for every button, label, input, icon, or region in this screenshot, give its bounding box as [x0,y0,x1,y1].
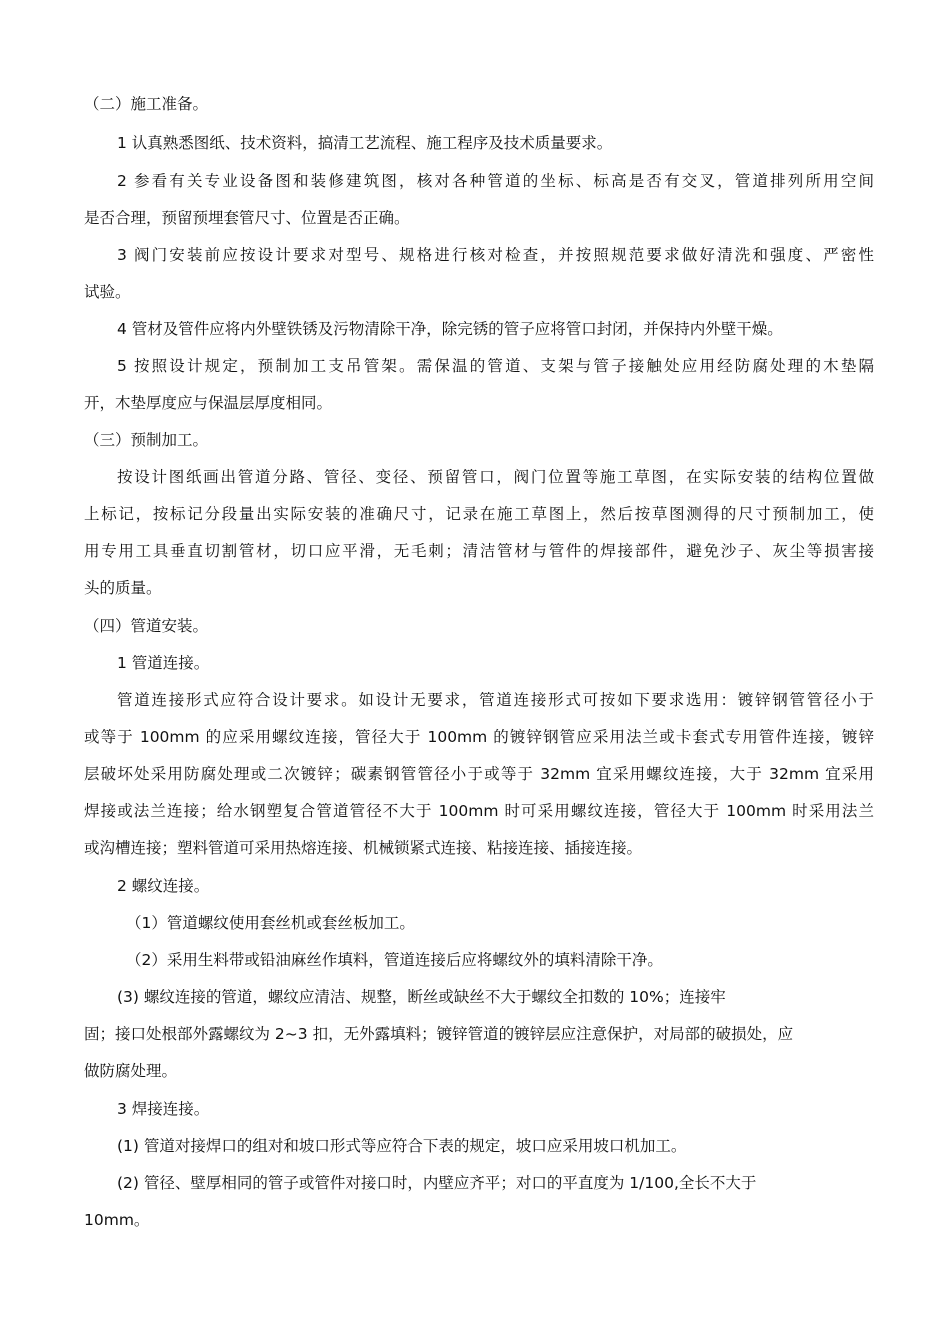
paragraph-line: 1 认真熟悉图纸、技术资料，搞清工艺流程、施工程序及技术质量要求。 [117,134,613,152]
list-item: （2）采用生料带或铅油麻丝作填料，管道连接后应将螺纹外的填料清除干净。 [126,951,663,969]
paragraph-line: 试验。 [84,283,131,301]
paragraph-line: 上标记，按标记分段量出实际安装的准确尺寸，记录在施工草图上，然后按草图测得的尺寸预制加工，使 [84,505,874,523]
paragraph-line: 3 阀门安装前应按设计要求对型号、规格进行核对检查，并按照规范要求做好清洗和强度、严密性 [117,246,874,264]
subheading-threaded-connection: 2 螺纹连接。 [117,877,210,895]
paragraph-line: 或等于 100mm 的应采用螺纹连接，管径大于 100mm 的镀锌钢管应采用法兰或卡套式专用管件连接，镀锌 [84,728,874,746]
paragraph-line: 4 管材及管件应将内外壁铁锈及污物清除干净，除完锈的管子应将管口封闭，并保持内外壁干燥。 [117,320,783,338]
paragraph-line: 做防腐处理。 [84,1062,178,1080]
paragraph-line: 固；接口处根部外露螺纹为 2~3 扣，无外露填料；镀锌管道的镀锌层应注意保护，对局部的破损处，应 [84,1025,794,1043]
subheading-welded-connection: 3 焊接连接。 [117,1100,210,1118]
paragraph-line: 头的质量。 [84,579,162,597]
paragraph-line: 开，木垫厚度应与保温层厚度相同。 [84,394,333,412]
section-heading-preparation: （二）施工准备。 [84,95,209,113]
paragraph-line: 按设计图纸画出管道分路、管径、变径、预留管口，阀门位置等施工草图，在实际安装的结构位置做 [117,468,874,486]
list-item: (1) 管道对接焊口的组对和坡口形式等应符合下表的规定，坡口应采用坡口机加工。 [117,1137,687,1155]
paragraph-line: 层破坏处采用防腐处理或二次镀锌；碳素钢管管径小于或等于 32mm 宜采用螺纹连接，大于 32mm 宜采用 [84,765,874,783]
list-item: (2) 管径、壁厚相同的管子或管件对接口时，内壁应齐平；对口的平直度为 1/100,全长不大于 [117,1174,757,1192]
list-item: (3) 螺纹连接的管道，螺纹应清洁、规整，断丝或缺丝不大于螺纹全扣数的 10%；连接牢 [117,988,726,1006]
paragraph-line: 管道连接形式应符合设计要求。如设计无要求，管道连接形式可按如下要求选用：镀锌钢管管径小于 [117,691,874,709]
paragraph-line: 5 按照设计规定，预制加工支吊管架。需保温的管道、支架与管子接触处应用经防腐处理的木垫隔 [117,357,874,375]
subheading-pipe-connection: 1 管道连接。 [117,654,210,672]
section-heading-installation: （四）管道安装。 [84,617,209,635]
list-item: （1）管道螺纹使用套丝机或套丝板加工。 [126,914,415,932]
paragraph-line: 2 参看有关专业设备图和装修建筑图，核对各种管道的坐标、标高是否有交叉，管道排列所用空间 [117,172,874,190]
paragraph-line: 用专用工具垂直切割管材，切口应平滑，无毛刺；清洁管材与管件的焊接部件，避免沙子、灰尘等损害接 [84,542,874,560]
paragraph-line: 是否合理，预留预埋套管尺寸、位置是否正确。 [84,209,410,227]
paragraph-line: 或沟槽连接；塑料管道可采用热熔连接、机械锁紧式连接、粘接连接、插接连接。 [84,839,643,857]
section-heading-prefabrication: （三）预制加工。 [84,431,209,449]
paragraph-line: 焊接或法兰连接；给水钢塑复合管道管径不大于 100mm 时可采用螺纹连接，管径大于 100mm 时采用法兰 [84,802,874,820]
paragraph-line: 10mm。 [84,1211,150,1229]
